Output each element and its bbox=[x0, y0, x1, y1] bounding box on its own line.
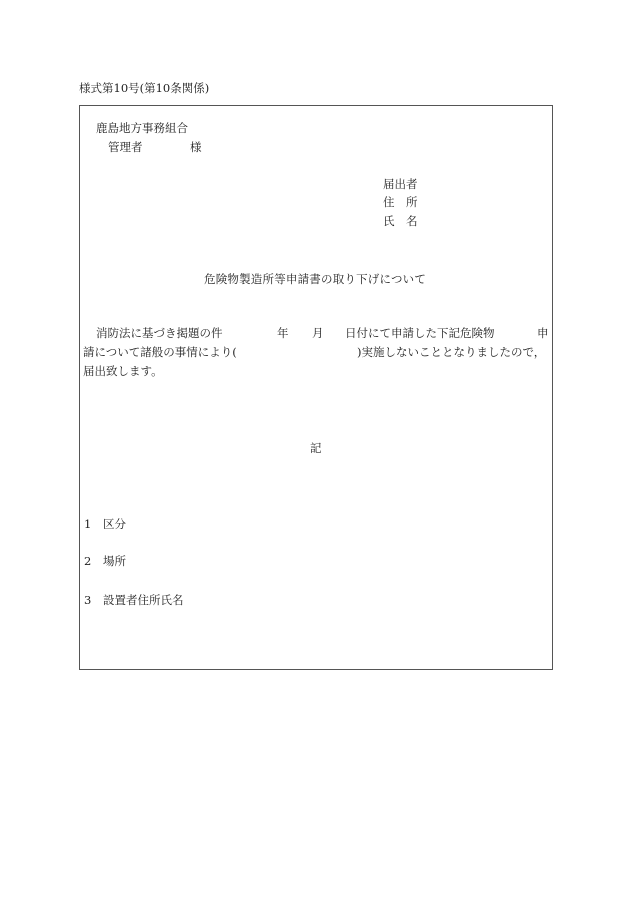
body-month-label: 月 bbox=[312, 326, 324, 340]
body-line2-part-b: )実施しないこととなりましたので， bbox=[357, 345, 546, 359]
body-line1-part-c: 申 bbox=[537, 326, 549, 340]
item-number: 1 bbox=[84, 517, 92, 531]
form-number: 様式第10号(第10条関係) bbox=[79, 81, 210, 95]
addressee-organization: 鹿島地方事務組合 bbox=[96, 121, 188, 135]
note-heading: 記 bbox=[310, 441, 322, 455]
body-line3: 届出致します。 bbox=[83, 364, 163, 378]
body-line1-part-a: 消防法に基づき掲題の件 bbox=[96, 326, 223, 340]
document-title: 危険物製造所等申請書の取り下げについて bbox=[204, 272, 427, 286]
body-year-label: 年 bbox=[277, 326, 289, 340]
applicant-label: 届出者 bbox=[383, 177, 418, 191]
item-number: 2 bbox=[84, 554, 92, 568]
form-frame bbox=[79, 105, 553, 670]
applicant-address-label: 住 所 bbox=[383, 195, 418, 209]
applicant-name-label: 氏 名 bbox=[383, 214, 418, 228]
item-number: 3 bbox=[84, 593, 92, 607]
addressee-title: 管理者 bbox=[108, 140, 143, 154]
item-label-location: 場所 bbox=[103, 554, 126, 568]
item-label-installer: 設置者住所氏名 bbox=[103, 593, 184, 607]
item-label-category: 区分 bbox=[103, 517, 126, 531]
body-line1-part-b: 日付にて申請した下記危険物 bbox=[345, 326, 495, 340]
body-line2-part-a: 請について諸般の事情により( bbox=[83, 345, 237, 359]
addressee-honorific: 様 bbox=[190, 140, 202, 154]
